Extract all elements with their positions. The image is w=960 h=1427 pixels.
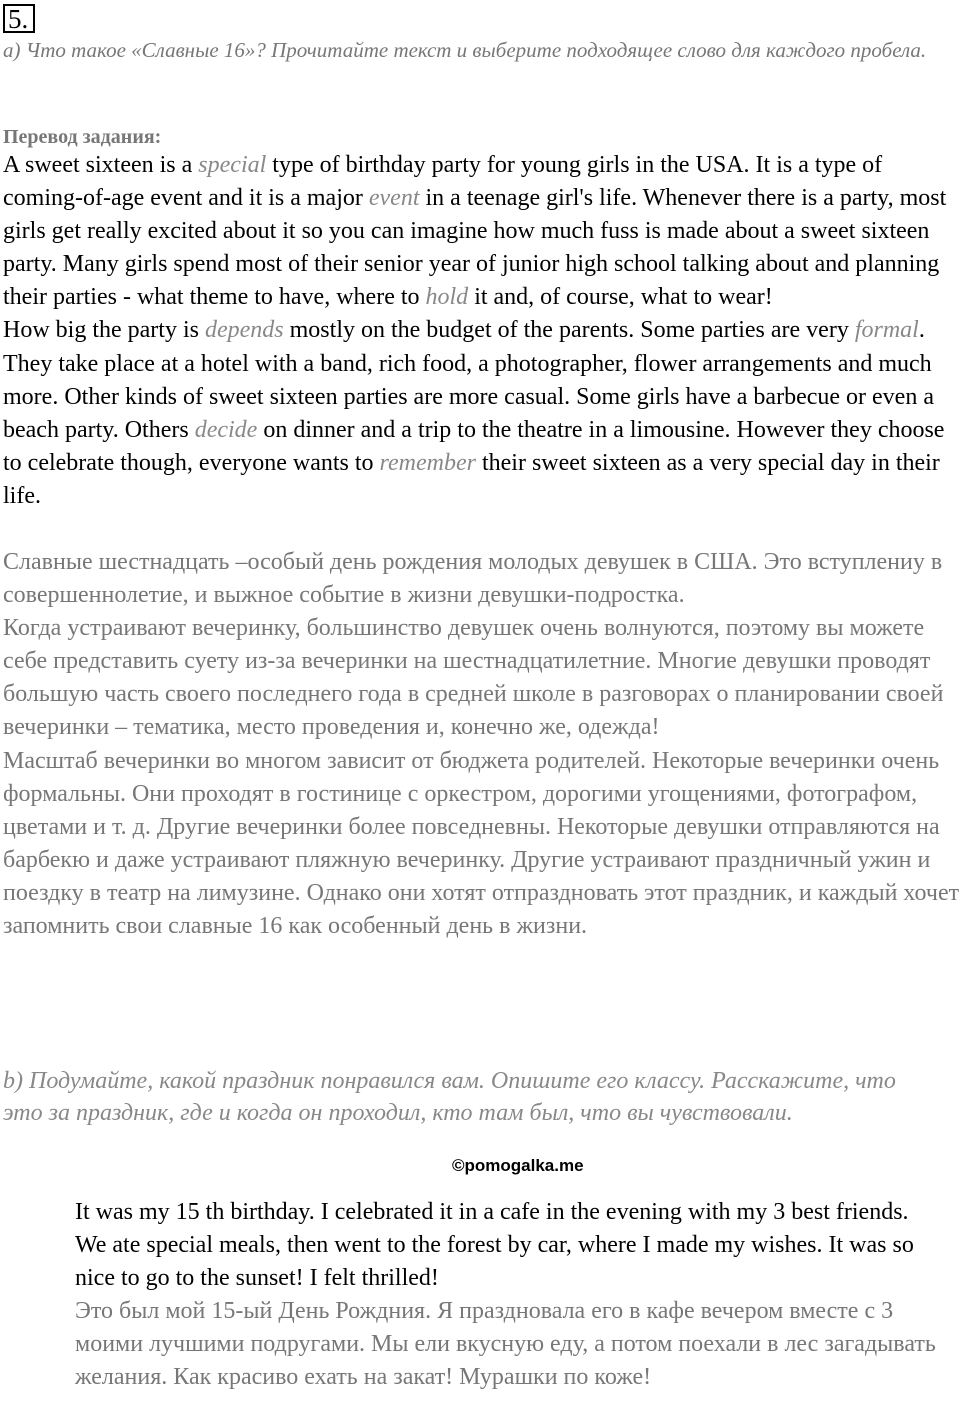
russian-paragraph-1: Славные шестнадцать –особый день рождения молодых девушек в США. Это вступлениу в совершеннолетие, и выжное событие в жизни девушки-подростка. [3, 549, 943, 609]
text-segment: in a teenage girl's life. Whenever there is a party, most girls get really excited about it so you can imagine how much fuss is made about a sweet sixteen party. Many girls spend most of their senior year of junior high school talking about and planning their parties - what theme to have, where to [3, 185, 947, 311]
russian-paragraph-3: Масштаб вечеринки во многом зависит от бюджета родителей. Некоторые вечеринки очень формальны. Они проходят в гостинице с оркестром, дорогими угощениями, фотографом, цветами и т. д. Другие вечеринки более повседневны. Некоторые девушки отправляются на барбекю и даже устраивают пляжную вечеринку. Другие устраивают праздничный ужин и поездку в театр на лимузине. Однако они хотят отпраздновать этот праздник, и каждый хочет запомнить свои славные 16 как особенный день в жизни. [3, 747, 960, 940]
gap-word: formal [854, 317, 919, 344]
english-paragraph-1 [3, 149, 960, 314]
text-segment: type of birthday party for young girls in the USA. It is a type of coming-of-age event and it is a major [3, 152, 883, 212]
text-segment: A sweet sixteen is a [3, 152, 199, 178]
text-segment: How big the party is [3, 317, 205, 344]
text-segment: it and, of course, what to wear! [468, 284, 773, 311]
gap-word: remember [379, 449, 476, 476]
english-paragraph-2 [3, 314, 960, 513]
task-a-instruction: а) Что такое «Славные 16»? Прочитайте текст и выберите подходящее слово для каждого пробела. [3, 38, 927, 62]
watermark: ©pomogalka.me [452, 1156, 584, 1175]
gap-word: event [368, 185, 420, 212]
task-b-instruction: b) Подумайте, какой праздник понравился вам. Опишите его классу. Расскажите, что это за праздник, где и когда он проходил, кто там был, что вы чувствовали. [3, 1068, 896, 1126]
answer-russian: Это был мой 15-ый День Рождния. Я праздновала его в кафе вечером вместе с 3 моими лучшими подругами. Мы ели вкусную еду, а потом поехали в лес загадывать желания. Как красиво ехать на закат! Мурашки по коже! [75, 1298, 936, 1391]
russian-translation [3, 546, 960, 943]
english-text [3, 149, 960, 513]
exercise-number: 5. [3, 4, 35, 33]
gap-word: decide [194, 416, 258, 443]
text-segment: mostly on the budget of the parents. Some parties are very [283, 317, 855, 344]
answer-english: It was my 15 th birthday. I celebrated it in a cafe in the evening with my 3 best friends. We ate special meals, then went to the forest by car, where I made my wishes. It was so nice to go to the sunset! I felt thrilled! [75, 1199, 914, 1292]
gap-word: hold [425, 284, 469, 311]
russian-paragraph-2: Когда устраивают вечеринку, большинство девушек очень волнуются, поэтому вы можете себе представить суету из-за вечеринки на шестнадцатилетние. Многие девушки проводят большую часть своего последнего года в средней школе в разговорах о планировании своей вечеринки – тематика, место проведения и, конечно же, одежда! [3, 615, 944, 741]
text-segment: their sweet sixteen as a very special day in their life. [3, 449, 940, 509]
gap-word: depends [204, 317, 284, 344]
text-segment: . They take place at a hotel with a band, rich food, a photographer, flower arrangements and much more. Other kinds of sweet sixteen parties are more casual. Some girls have a barbecue or even a beach party. Others [3, 317, 934, 443]
translation-heading: Перевод задания: [3, 126, 162, 148]
text-segment: on dinner and a trip to the theatre in a limousine. However they choose to celebrate though, everyone wants to [3, 416, 945, 476]
gap-word: special [198, 152, 267, 178]
